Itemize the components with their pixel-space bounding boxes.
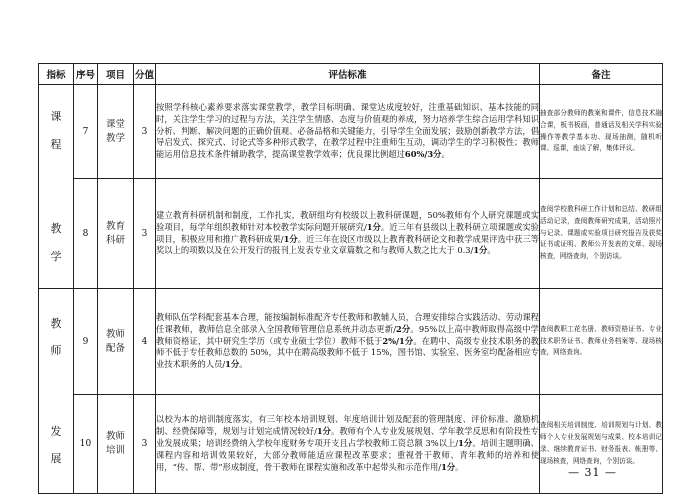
row-standard: 教师队伍学科配套基本合理，能按编制标准配齐专任教师和教辅人员，合理安排综合实践活动、劳动课程任课教师，教师信息全部录入全国教师管理信息系统并动态更新/2分。95%以上高中教师取得高级中学教师资格证，其中研究生学历（或专业硕士学位）教师不低于2%/1分。在聘中、高级专业技术职务的教师不低于专任教师总数的 50%，其中在聘高级教师不低于 15%，图书馆、实验室、医务室均配备相应专业技术职务的人员/1分。 — [156, 289, 540, 395]
category-teaching — [39, 85, 74, 289]
row-score: 3 — [134, 179, 156, 289]
page-number: — 31 — — [568, 466, 617, 479]
header-no: 序号 — [74, 64, 98, 85]
row-number: 7 — [74, 85, 98, 179]
row-note: 查阅教职工花名册、教师资格证书、专业技术职务证书、教师业务档案等、现场核查，网络查询。 — [540, 289, 663, 395]
row-note: 查阅相关培训制度、培训规划与计划、教师个人专业发展规划与成果、校本培训记录、继续教育证书、财务报表、帐册等、现场核查，网络查询，个别访谈。 — [540, 395, 663, 494]
row-number: 9 — [74, 289, 98, 395]
header-indicator: 指标 — [39, 64, 74, 85]
table-row — [39, 179, 663, 289]
evaluation-table — [38, 63, 663, 494]
category-development-label: 教 师 发 展 — [50, 317, 62, 465]
row-score: 3 — [134, 85, 156, 179]
row-standard: 按照学科核心素养要求落实课堂教学，教学目标明确、课堂达成度较好，注重基础知识、基本技能的同时，关注学生学习的过程与方法，关注学生情感、态度与价值观的养成，努力培养学生综合运用学科知识分析、判断、解决问题的正确价值观、必备品格和关键能力，引导学生全面发展；鼓励创新教学方法，倡导启发式、探究式、讨论式等多种形式教学，在教学过程中注重师生互动，调动学生的学习积极性；教师能运用信息技术条件辅助教学，提高课堂教学效率；优良课比例超过60%/3分。 — [156, 85, 540, 179]
category-development — [39, 289, 74, 494]
row-standard: 建立教育科研机制和制度，工作扎实，教研组均有校级以上教科研课题，50%教师有个人研究课题或实验项目，每学年组织教师针对本校教学实际问题开展研究/1分。近三年有县级以上教科研立项课题或实验项目，积极应用和推广教科研成果/1分。近三年在设区市级以上教育教科研论文和教学成果评选中获三等奖以上的项数以及在公开发行的报刊上发表专业文章篇数之和与教师人数之比大于 0.3/1分。 — [156, 179, 540, 289]
row-item: 教育 科研 — [98, 179, 134, 289]
row-number: 8 — [74, 179, 98, 289]
category-teaching-label: 课 程 教 学 — [50, 109, 62, 263]
header-standard: 评估标准 — [156, 64, 540, 85]
header-item: 项目 — [98, 64, 134, 85]
table-row — [39, 289, 663, 395]
row-score: 4 — [134, 289, 156, 395]
row-note: 抽查部分教师的教案和课件，信息技术融合课，板书板画，普通话及相关学科实验操作等教学基本功、现场抽测，随机听课、巡课，座谈了解，集体评议。 — [540, 85, 663, 179]
header-note: 备注 — [540, 64, 663, 85]
row-note: 查阅学校教科研工作计划和总结、教研组活动记录，查阅教师研究成果，活动照片与记录、课题或实验项目研究报告及获奖证书或证明、教师公开发表的文章、现场核查，网络查询，个别访谈。 — [540, 179, 663, 289]
header-score: 分值 — [134, 64, 156, 85]
row-item: 课堂 教学 — [98, 85, 134, 179]
row-score: 3 — [134, 395, 156, 494]
table-row — [39, 85, 663, 179]
row-item: 教师 培训 — [98, 395, 134, 494]
row-item: 教师 配备 — [98, 289, 134, 395]
row-standard: 以校为本的培训制度落实，有三年校本培训规划、年度培训计划及配套的管理制度、评价标准、激励机制、经费保障等，规划与计划完成情况较好/1分。教师有个人专业发展规划、学年教学反思和有阶段性专业发展成果；培训经费纳入学校年度财务专项开支且占学校教师工资总额 3%以上/1分。培训主题明确、课程内容和培训效果较好，大部分教师能适应课程改革要求；重视骨干教师、青年教师的培养和使用，“传、帮、带”形成制度，骨干教师在课程实施和改革中起带头和示范作用/1分。 — [156, 395, 540, 494]
table-header-row — [39, 64, 663, 85]
row-number: 10 — [74, 395, 98, 494]
